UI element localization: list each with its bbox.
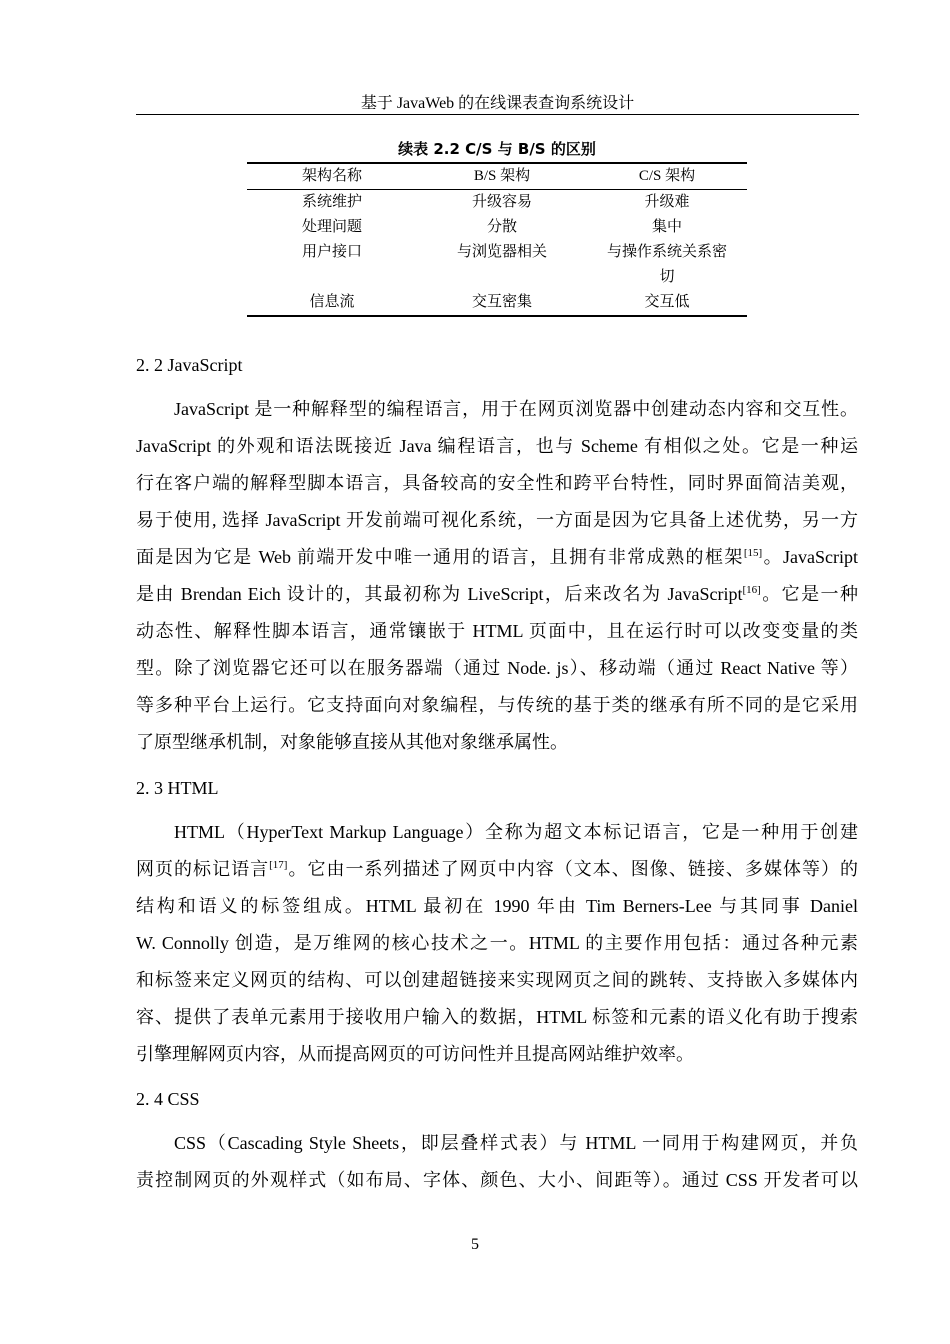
column-header: C/S 架构 xyxy=(587,163,747,190)
paragraph-javascript xyxy=(136,391,858,761)
text-line xyxy=(136,391,858,428)
text-segment: 型。除了浏览器它还可以在服务器端（通过 Node. js）、移动端（通过 React Native 等） xyxy=(136,658,858,678)
text-segment: 。JavaScript xyxy=(762,547,858,567)
paragraph-html xyxy=(136,814,858,1073)
text-segment: 。它是一种 xyxy=(760,584,858,604)
citation-superscript: [17] xyxy=(269,859,288,871)
table-cell xyxy=(247,265,417,290)
text-segment: 是由 Brendan Eich 设计的，其最初称为 LiveScript，后来改名为 JavaScript xyxy=(136,584,743,604)
text-segment: JavaScript 是一种解释型的编程语言，用于在网页浏览器中创建动态内容和交互性。 xyxy=(174,399,858,419)
citation-superscript: [15] xyxy=(743,547,763,559)
text-segment: 网页的标记语言 xyxy=(136,859,270,879)
text-line xyxy=(136,428,858,465)
text-segment: JavaScript 的外观和语法既接近 Java 编程语言，也与 Scheme 有相似之处。它是一种运 xyxy=(136,436,858,456)
comparison-table xyxy=(247,162,747,317)
text-line xyxy=(136,465,858,502)
table-caption: 续表 2.2 C/S 与 B/S 的区别 xyxy=(398,140,596,158)
text-line xyxy=(136,1036,858,1073)
text-line xyxy=(136,539,858,576)
text-segment: 面是因为它是 Web 前端开发中唯一通用的语言，且拥有非常成熟的框架 xyxy=(136,547,744,567)
text-segment: 和标签来定义网页的结构、可以创建超链接来实现网页之间的跳转、支持嵌入多媒体内 xyxy=(136,970,858,990)
text-segment: 结构和语义的标签组成。HTML 最初在 1990 年由 Tim Berners-Lee 与其同事 Daniel xyxy=(136,896,858,916)
text-line xyxy=(136,1125,858,1162)
text-line xyxy=(136,724,858,761)
text-segment: 责控制网页的外观样式（如布局、字体、颜色、大小、间距等）。通过 CSS 开发者可以 xyxy=(136,1170,858,1190)
text-segment: 引擎理解网页内容，从而提高网页的可访问性并且提高网站维护效率。 xyxy=(136,1044,694,1064)
table-cell: 信息流 xyxy=(309,294,355,310)
table-cell: 切 xyxy=(659,269,675,285)
header-rule xyxy=(136,114,859,115)
column-header: B/S 架构 xyxy=(417,163,587,190)
table-cell: 与浏览器相关 xyxy=(456,244,547,260)
text-segment: 等多种平台上运行。它支持面向对象编程，与传统的基于类的继承有所不同的是它采用 xyxy=(136,695,858,715)
table-cell xyxy=(417,265,587,290)
table-cell: 交互低 xyxy=(644,294,690,310)
table-cell: 处理问题 xyxy=(301,219,362,235)
text-line xyxy=(136,687,858,724)
text-segment: CSS（Cascading Style Sheets，即层叠样式表）与 HTML 一同用于构建网页，并负 xyxy=(174,1133,858,1153)
table-cell: 系统维护 xyxy=(301,194,362,210)
table-cell: 与操作系统关系密 xyxy=(606,244,727,260)
text-segment: HTML（HyperText Markup Language）全称为超文本标记语言，它是一种用于创建 xyxy=(174,822,858,842)
text-line xyxy=(136,613,858,650)
section-heading-css: 2. 4 CSS xyxy=(136,1089,200,1109)
text-segment: 容、提供了表单元素用于接收用户输入的数据，HTML 标签和元素的语义化有助于搜索 xyxy=(136,1007,858,1027)
text-line xyxy=(136,814,858,851)
table-header-row xyxy=(247,163,747,190)
citation-superscript: [16] xyxy=(742,584,761,596)
table-row xyxy=(247,190,747,216)
text-segment: 易于使用, 选择 JavaScript 开发前端可视化系统，一方面是因为它具备上述优势，另一方 xyxy=(136,510,858,530)
column-header: 架构名称 xyxy=(247,163,417,190)
table-cell: 交互密集 xyxy=(471,294,532,310)
text-line xyxy=(136,502,858,539)
table-row xyxy=(247,240,747,265)
table-cell: 集中 xyxy=(651,219,682,235)
text-line xyxy=(136,1162,858,1199)
table-row xyxy=(247,215,747,240)
text-segment: 动态性、解释性脚本语言，通常镶嵌于 HTML 页面中，且在运行时可以改变变量的类 xyxy=(136,621,858,641)
text-line xyxy=(136,925,858,962)
section-heading-html: 2. 3 HTML xyxy=(136,778,219,798)
paragraph-css xyxy=(136,1125,858,1199)
table-cell: 分散 xyxy=(486,219,517,235)
text-line xyxy=(136,576,858,613)
page-number: 5 xyxy=(471,1236,479,1253)
section-heading-javascript: 2. 2 JavaScript xyxy=(136,355,243,375)
running-header: 基于 JavaWeb 的在线课表查询系统设计 xyxy=(360,95,635,112)
table-cell: 升级难 xyxy=(644,194,690,210)
text-segment: 。它由一系列描述了网页中内容（文本、图像、链接、多媒体等）的 xyxy=(287,859,859,879)
table-cell: 用户接口 xyxy=(301,244,362,260)
text-line xyxy=(136,999,858,1036)
text-line xyxy=(136,851,858,888)
text-segment: 了原型继承机制，对象能够直接从其他对象继承属性。 xyxy=(136,732,568,752)
table-row xyxy=(247,290,747,316)
text-segment: 行在客户端的解释型脚本语言，具备较高的安全性和跨平台特性，同时界面简洁美观， xyxy=(136,473,858,493)
table-row xyxy=(247,265,747,290)
text-line xyxy=(136,888,858,925)
text-line xyxy=(136,650,858,687)
text-line xyxy=(136,962,858,999)
table-cell: 升级容易 xyxy=(471,194,532,210)
text-segment: W. Connolly 创造，是万维网的核心技术之一。HTML 的主要作用包括：通过各种元素 xyxy=(136,933,858,953)
